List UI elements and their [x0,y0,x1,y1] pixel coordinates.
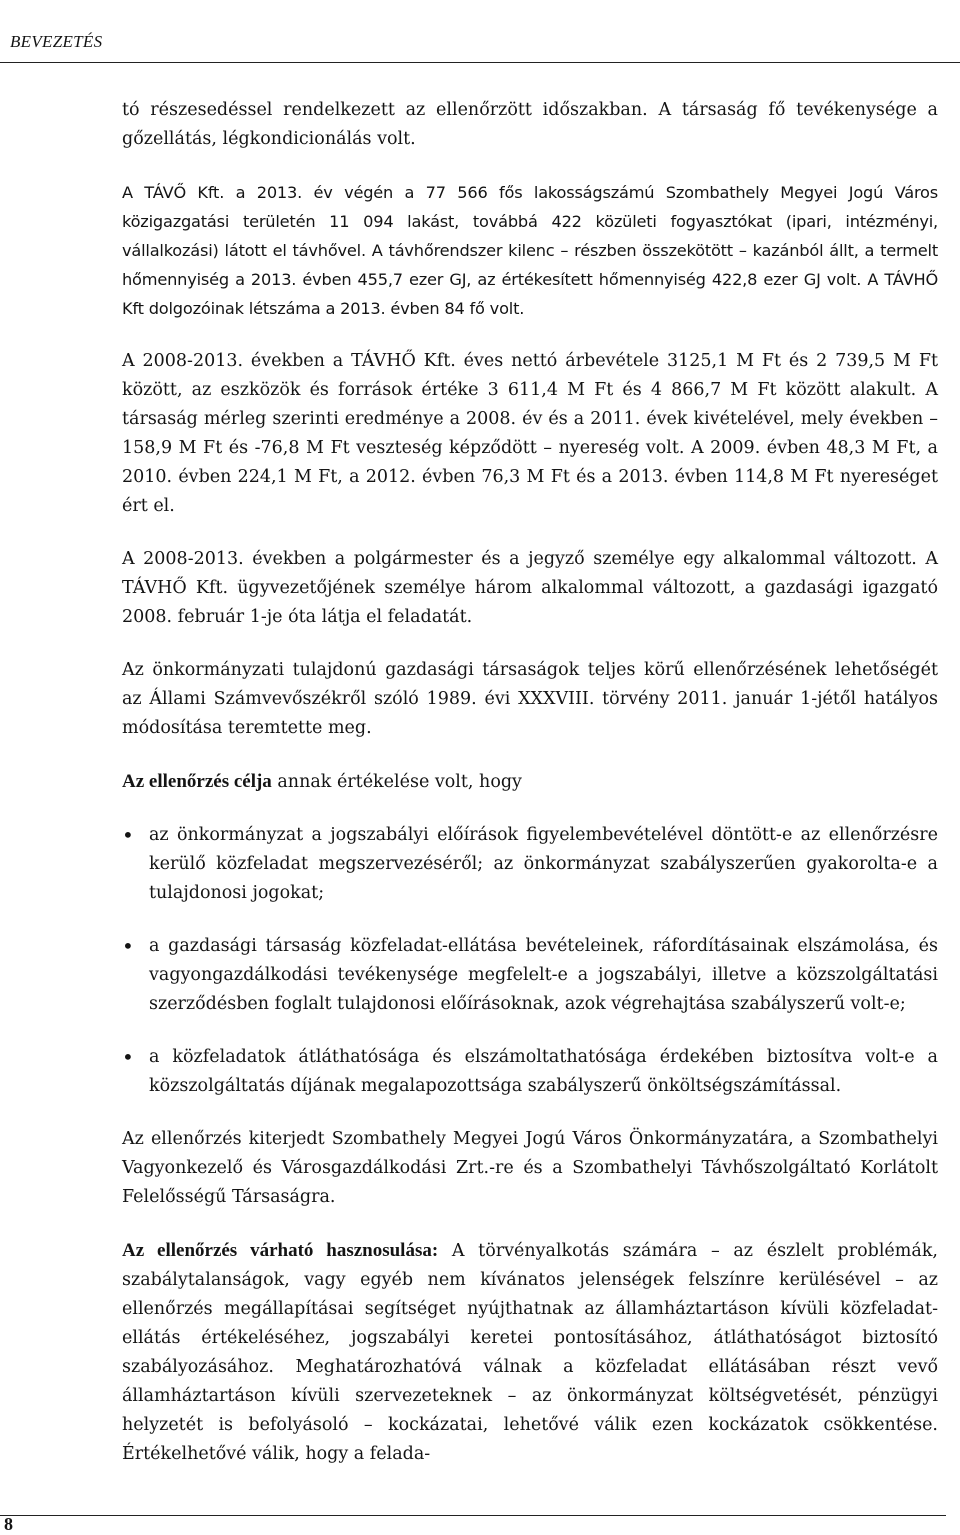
header-rule [0,62,960,63]
list-item [122,1043,938,1101]
expected-benefit-text: A törvényalkotás számára – az észlelt problémák, szabálytalanságok, vagy egyéb nem kívánatos jelenségek felszínre kerülésével – az ellenőrzés megállapításai segítséget nyújthatnak az államháztartáson kívüli közfeladat-ellátás értékeléséhez, jogszabályi keretei pontosításához, átláthatóságot biztosító szabályozásához. Meghatározhatóvá válnak a közfeladat ellátásában részt vevő államháztartáson kívüli szervezeteknek – az önkormányzat költségvetését, pénzügyi helyzetét is befolyásoló – kockázatai, lehetővé válik ezen kockázatok csökkentése. Értékelhetővé válik, hogy a felada- [122,1241,938,1464]
paragraph-3: A 2008-2013. években a TÁVHŐ Kft. éves nettó árbevétele 3125,1 M Ft és 2 739,5 M Ft között, az eszközök és források értéke 3 611,4 M Ft és 4 866,7 M Ft között alakult. A társaság mérleg szerinti eredménye a 2008. év és a 2011. évek kivételével, mely években – 158,9 M Ft és -76,8 M Ft veszteség képződött – nyereség volt. A 2009. évben 48,3 M Ft, a 2010. évben 224,1 M Ft, a 2012. évben 76,3 M Ft és a 2013. évben 114,8 M Ft nyereséget ért el. [122,351,938,516]
expected-benefit-heading: Az ellenőrzés várható hasznosulása: [122,1240,439,1261]
audit-goal-list [122,821,938,1101]
paragraph-5: Az önkormányzati tulajdonú gazdasági társaságok teljes körű ellenőrzésének lehetőségét az Állami Számvevőszékről szóló 1989. évi XXXVIII. törvény 2011. január 1-jétől hatályos módosítása teremtette meg. [122,660,938,738]
list-item-text: az önkormányzat a jogszabályi előírások figyelembevételével döntött-e az ellenőrzésre kerülő közfeladat megszervezéséről; az önkormányzat szabályszerűen gyakorolta-e a tulajdonosi jogokat; [149,825,938,903]
bullet-icon: • [122,823,134,847]
paragraph-4: A 2008-2013. években a polgármester és a jegyző személye egy alkalommal változott. A TÁVHŐ Kft. ügyvezetőjének személye három alkalommal változott, a gazdasági igazgató 2008. február 1-je óta látja el feladatát. [122,549,938,627]
paragraph-8 [122,1236,938,1469]
list-item [122,932,938,1019]
page-body [122,96,938,1493]
list-item-text: a közfeladatok átláthatósága és elszámoltathatósága érdekében biztosítva volt-e a közszolgáltatás díjának megalapozottsága szabályszerű önköltségszámítással. [149,1047,938,1096]
audit-goal-heading: Az ellenőrzés célja [122,771,272,792]
list-item-text: a gazdasági társaság közfeladat-ellátása bevételeinek, ráfordításainak elszámolása, és vagyongazdálkodási tevékenysége megfelelt-e a jogszabályi, illetve a közszolgáltatási szerződésben foglalt tulajdonosi előírásoknak, azok végrehajtása szabályszerű volt-e; [149,936,938,1014]
bullet-icon: • [122,1045,134,1069]
running-head-section: BEVEZETÉS [10,32,103,51]
paragraph-7: Az ellenőrzés kiterjedt Szombathely Megyei Jogú Város Önkormányzatára, a Szombathelyi Vagyonkezelő és Városgazdálkodási Zrt.-re és a Szombathelyi Távhőszolgáltató Korlátolt Felelősségű Társaságra. [122,1129,938,1207]
audit-goal-text: annak értékelése volt, hogy [271,772,522,792]
list-item [122,821,938,908]
footer-rule [0,1515,946,1516]
paragraph-6 [122,767,938,797]
paragraph-1: tó részesedéssel rendelkezett az ellenőrzött időszakban. A társaság fő tevékenysége a gőzellátás, légkondicionálás volt. [122,100,938,149]
bullet-icon: • [122,934,134,958]
paragraph-2: A TÁVŐ Kft. a 2013. év végén a 77 566 fős lakosságszámú Szombathely Megyei Jogú Város közigazgatási területén 11 094 lakást, továbbá 422 közületi fogyasztókat (ipari, intézményi, vállalkozási) látott el távhővel. A távhőrendszer kilenc – részben összekötött – kazánból állt, a termelt hőmennyiség a 2013. évben 455,7 ezer GJ, az értékesített hőmennyiség 422,8 ezer GJ volt. A TÁVHŐ Kft dolgozóinak létszáma a 2013. évben 84 fő volt. [122,183,938,318]
page-number: 8 [4,1514,13,1534]
